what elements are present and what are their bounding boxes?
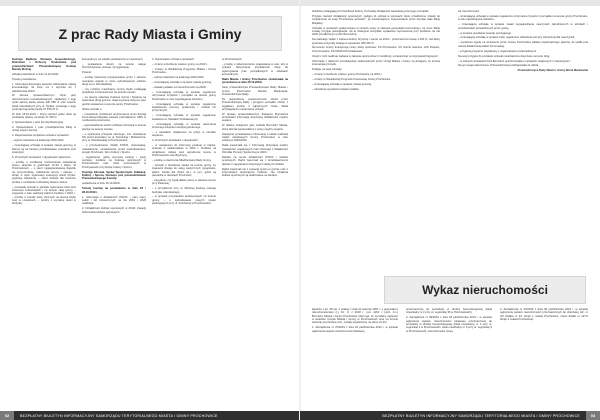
wykaz-column-1 [312, 308, 398, 404]
paragraph: Uchwały w sprawach podejmowane w ramach pracy w zakresie gospodarki komunalnej i na rzecz Rady zostały przyjęte jednogłośnie. Za to dostępnie wszystkie wydawane wyznaczenia przy budżecie na rok 2020 przedłożonym przez Burmistrza. [312, 26, 440, 37]
paragraph: – wnioski o określenie zasad na terenie gminy, by zapewnić dostęp do usług medycznych (pogotowie, lekarz, szkoła dla dzieci itp.), w tym, gdzie są pieniądze w okolicach Prochowic, [152, 163, 216, 177]
top-bar [300, 0, 600, 6]
paragraph: Po stwierdzeniu prawomocności obrad przez Przewodniczącą Rady i przyjęciu porządku obrad, z wyjątkiem punktu 4 zgłoszonych zmian, Rada przystąpiła do rozpatrzenia uchwał. [222, 97, 288, 111]
page-number: 03 [586, 411, 600, 420]
paragraph: – przyjęcia programu współpracy z organizacjami pozarządowymi. [458, 49, 537, 53]
paragraph: Rada zapoznała się z informacją dotyczącą analizy oświadczeń majątkowych oraz informacji z działalności Ośrodka Pomocy Społecznej w 2019 r. [222, 144, 288, 154]
paragraph: Wolne wnioski o: [82, 107, 103, 111]
top-bar [0, 0, 300, 6]
paragraph: 1. Informacja o działalności POKiS – plan pracy sekcji i list zamierzonych na rok 2019 i 2020 realizacja. [82, 195, 146, 206]
paragraph: od nieruchomości, [458, 10, 480, 13]
paragraph: – zmieniającej uchwałę w sprawie miasta gminnej, [152, 81, 212, 85]
paragraph: – zmieniającej uchwałę w sprawie zasad wynagradzania nauczycieli zatrudnionych w szkołach i przedszkolach prowadzonych przez gminę, [458, 23, 588, 30]
paragraph: – zmieniającej uchwałę w sprawie trybu regulaminu udzielania pomocy zdrowotnej dla nauczycieli, [458, 36, 575, 40]
paragraph: 1. Zarządzenie nr 70/2019 z dnia 18 października 2019 r. w sprawie ogłoszenia wykazu nieruchomości lokalowej [312, 326, 398, 333]
paragraph: Na sesji przyjęto do protokołu wnioski mieszkańców dotyczące remontu dróg, [458, 54, 551, 58]
paragraph: posiedzenie w dniu 16.10.2019r. [82, 182, 121, 186]
paragraph: – na terenie sołectwa Gaśnica Górna i Spalona są wykonane drogi gminne, skąd wymiana dróg ten pięć godzin ustawiona na terenie gminy Prochowice. [82, 96, 146, 106]
paragraph: – o przydatność przy ul. Różanej budowy nowego budynku mieszkalnego, [152, 187, 216, 194]
paragraph: – zapytanie, czy będą dalsze plany w zakresie terenu przy Parkowej, [152, 178, 216, 186]
paragraph: – stawek podatku od nieruchomości na 2020r., [152, 86, 208, 90]
page-title: Z prac Rady Miasta i Gminy [58, 25, 242, 42]
footer-text: BEZPŁATNY BIULETYN INFORMACYJNY SAMORZĄDU TERYTORIALNEGO MIASTA I GMINY PROCHOWICE [20, 413, 218, 418]
text-column-2 [458, 10, 588, 272]
paragraph: 4. W wolnych wnioskach i zapytaniach: [152, 139, 199, 143]
section-title: Wykaz nieruchomości [422, 283, 548, 297]
paragraph: 2. Sprawozdanie z prac Komisji Rewizyjnej. [12, 121, 64, 125]
wykaz-column-2 [406, 308, 492, 404]
text-column-3 [152, 58, 216, 396]
paragraph: Zgodnie z art. 35 ust. 1 ustawy z dnia 21 sierpnia 1997 r. o gospodarce nieruchomościami (t.j. Dz. U. z 2018 r., poz. 2204 z późn. zm.) Burmistrz Miasta i Gminy Prochowice informuje, że na tablicy ogłoszeń w siedzibie Urzędu Miasta i Gminy w Prochowicach oraz na stronie www.bip.prochowice.com, zostały wywieszone na okres 21 dni: [312, 308, 398, 325]
paragraph: Komisja Zdrowia, Spraw Społecznych, Edukacji, Kultury i Sportu, Rozwoju pod przewodnictwem Przewodniczącego Komisji [82, 170, 146, 181]
text-column-4 [222, 58, 288, 396]
paragraph: – zmieniającej uchwałę w sprawie regulaminu utrzymania czystości i porządku na terenie gminy Prochowice w celu zapobiegania szkodom, [152, 90, 216, 101]
paragraph: 2. Działalności klubów sportowych w 2019r. Zasady dobrowolne klubów sportowych. [82, 207, 146, 214]
title-box [18, 16, 282, 51]
paragraph: – wyboru ławników na kadencję 2020-2023, [152, 76, 205, 80]
paragraph: W dalszej kolejności głos zabrała Burmistrz Miasta, która złożyła sprawozdanie z pracy między sesjami. [222, 124, 288, 131]
paragraph: w Prochowicach, [222, 58, 243, 61]
paragraph: – zmiany w budżecie miasta i gminy na 2019 r., [152, 62, 209, 66]
paragraph: – w sprawie powołania zespołu opiniującego, [458, 31, 512, 35]
text-column-1 [12, 58, 76, 396]
paragraph: Na terenie Gminy funkcjonują cztery kluby sportowe: KS Prochowice, KS Górnik Gaśnica, LZS Dziewin, Orzeł Lisowice, KS KROKUS Kwiatkowice. [312, 46, 440, 53]
paragraph: Tematy posiedzenia: [12, 77, 37, 81]
paragraph: – prośbę o zabezpieczenie opakowania w celu, aby w sytuacji zatrzymania przydatności drogi do wykonywania prac porządkowych w obiektach komunalnych, [222, 62, 288, 76]
paragraph: – o przebudowanie działki POKiS, stanowiącej, uzasadnienie, uzasadnienie przed wybudowaniem, projekt Prochowic, Dom Kultury i Sportu, [82, 144, 146, 154]
paragraph: W okresie sprawozdawczym zbyto pięć nieruchomości niezabudowanych, najdłuższy z tego tytułu łączną kwotę kwota 240 580 zł oraz sześciu lokali mieszkalnych przy ul. Śmiłka, uzyskując z tego tytułu łączną kwotę kwotę 97 876,70 zł. [12, 94, 76, 111]
paragraph: 2. Zarządzenie nr 69/2019 z dnia 18 października 2019 r. w sprawie ogłoszenia wykazu nieruchomości lokalowej przeznaczonej do sprzedaży w drodze bezprzetargowej (lokal mieszkalny nr 3 przy ul. Legnickiej 4 w Prochowicach, lokal mieszkalny nr 3 przy ul. Legnickiej 3 w Prochowicach), nieruchomości rolnej. [406, 316, 492, 333]
paragraph: – prośbę o utworzenie Młodzieżowej Rady Gminy, [152, 158, 212, 162]
paragraph: – zmieniającej uchwałę w sprawie regulaminu świadczenia pomocy społecznej i uchwał ich przyznanych, [152, 102, 216, 113]
paragraph: – określenia wysokości stawek podatku. [312, 87, 360, 91]
footer [300, 411, 600, 420]
paragraph: Następnie przedstawiono informację o stanie realizacji zadań oświatowych Gminy Prochowice w roku szkolnym 2018/2019. [222, 132, 288, 143]
page-number: 02 [0, 411, 14, 420]
paragraph: – w nawiązaniu do informacji podanej w trakcie, wniosek o zaplanowanie w 2020 r. środków na urządzenie zabaw oraz ogrodzenie terenu w Prochowicach oraz Bystrzycy, [152, 144, 216, 158]
text-column-2 [82, 58, 146, 396]
paragraph: – prośbę o możliwość uruchomienia oświetlenia terenu skwerka w godzinach 10.00 z Dębu. W Prochowicach, – o ciecz zagwarantowanej dojazdu na oczyszczalnię, zaślubienie terenu i zakupu, – obręb w rejon wykonanej inwestycji wokół Rynku, poprawę zalesienia, – zwrot ścieżek dla rowerów, prośbę o możliwość rozbudowy skweru zieleni. [12, 160, 76, 184]
paragraph: 3. Zarządzenie nr 61/2019 z dnia 30 października 2019 r. w sprawie ogłoszenia wykazu nieruchomości przeznaczonych do dzierżawy (dz. nr 3/2 działka nr 3/1 obręb 1 miasta Prochowice, część działki nr 127/1 obręb 3 miasta Prochowice). [500, 308, 588, 322]
paragraph: – zmieniającej uchwałę w sprawie regulaminu świadczeń w Szkołach Podstawowych, [152, 114, 216, 121]
paragraph: – wyjaśnienie, gdzie wynoszą (sołtys) i tytuły wymiany środków na budowę sportowych w Prochowicach oraz robót remontowych w Prochowicach przy Dębie Kultury i Sportu. [82, 155, 146, 169]
paragraph: Rada Miasta i Gminy Prochowice obradowała na posiedzeniu w dniu 30.10.2019r. [222, 77, 288, 85]
paragraph: – rozważenie możliwości uruchomienia przez Zarząd Komunikacji Miejskiej Lisiewie pracodawcom SMS (z możliwością tworzenia), [82, 112, 146, 123]
paragraph: – prośbę zwrócenia przygotowanie przez z zakresu usunięcia usterek w nowo wybudowanym odcinku drogi na ul. Wrocławskiej. [82, 76, 146, 86]
paragraph: – czy możliwy mieszkańcy Gminy Dębu podlegają projektowi za konieczność na terenie Lisowic, [82, 87, 146, 95]
paragraph: Radni zapoznali się z sytuacją sportu w gminie oraz z informacjami dotyczącymi budżetu, zaś działania klubów sportowych są realizowane na bieżąco. [222, 167, 288, 178]
right-page [300, 0, 600, 420]
paragraph: Pytanie: [82, 71, 92, 75]
paragraph: Podjęte na sesji uchwały: [312, 67, 343, 71]
paragraph: – zmieniającej uchwałę w sprawie regulaminu utrzymania czystości i porządku na terenie gminy Prochowice, w celu zapobiegania szkodom, [458, 14, 588, 22]
paragraph: – zmiany w Wieloletniej Prognozie Miasta i Gminy Prochowice, [152, 67, 216, 75]
paragraph: – zmiany w budżecie miasta i gminy Prochowice na 2019 r., [312, 72, 383, 76]
paragraph: 4. Zaopiniowanie projektów uchwał w sprawach: [12, 134, 70, 138]
paragraph: Tematy komisji na posiedzeniu w dniu 23 i 28.10.2019 r. [82, 187, 146, 194]
paragraph: – zmieniającej uchwałę w sprawie miasta gminnej, [312, 82, 372, 86]
paragraph: Komisja Budżetu, Rozwoju Gospodarczego, Rolnictwa i Ochrony Środowiska pod przewodnictwem Przewodniczącej Komisji Renaty Woźnej [12, 58, 76, 72]
paragraph: odbyła posiedzenie w dniu 11.10.2019r. [12, 72, 60, 76]
paragraph: W dniu 15.10.2019 r. zbyto również jeden lokal na podstawie ustawy na kwotę 37 400 zł. [12, 112, 76, 120]
paragraph: – wyrażenia zgody na wniesienie przez Gminę Prochowice wkładu niepieniężnego (aportu) do spółki pod nazwą Zakład Gospodarki Komunalnej, [458, 41, 588, 48]
text-column-1 [312, 10, 440, 272]
paragraph: – w wolnych wnioskach Pani Burmistrz poinformowała o sprawach związanych z inwestycjami. [458, 59, 571, 63]
wykaz-column-3 [500, 308, 588, 404]
paragraph: Przewodnicząca Rady Miasta i Gminy Maria Maćkowiak [517, 69, 588, 73]
paragraph: – zmieniającej uchwałę w sprawie miasta gminnej, w którym są na bieżąco przedstawiane wniosków oraz inwestycji. [12, 144, 76, 154]
paragraph: – o wykonanie przejścia ulicznego, tzw. oświetlenie SN przed kościołem na ul. Kościelnej i Mickiewicza, przy ul. Wrocławskiej w Prochowicach, [82, 132, 146, 143]
paragraph: – wyprowadzenie wiórki ruchliwie informacji w terenie placów na terenie Lisowic, [82, 124, 146, 131]
paragraph: Debata na temat działalności POKiS i klubów sportowych. Radni zapoznali się z przedstawionymi planami i zapytaniami dotyczącymi dalszych działań. [222, 155, 288, 166]
paragraph: – o zasadach odpłatności za pobyt w ośrodku wsparcia. [152, 130, 216, 138]
paragraph: komunalnym na osiedlu powstańców w Lisowicach, [82, 58, 144, 61]
paragraph: – postawienie donicy na terenie całego Szczodrzykowa; pracuje i przygotowuje. [82, 62, 146, 70]
paragraph: Sesji przewodniczyła Przewodnicząca Rady Miasta i Gminy Prochowice Renata Maćkowiak-Przewodnicząca Rady. [222, 86, 288, 96]
paragraph: – zmiany w Wieloletniej Prognozie Finansowej Gminy Prochowice, [312, 77, 392, 81]
paragraph: Informacje z dalszych przedsięwzięć realizowanych przez Urząd Miasta i Gminy są dostępne na stronie internetowej Urzędu. [312, 59, 440, 67]
paragraph: Na tym sesja zakończona. Przewodnicząca podziękowała za udział. [458, 64, 539, 68]
paragraph: 3. Opiniowanie uchwał w sprawach: [152, 58, 195, 61]
paragraph: Na realizację zadań z zakresu kultury fizycznej i sportu na 2019 r. przeznaczono kwotę 1 000 zł, zaś kluby sportowe otrzymały dotację w wysokości 280 000 zł. [312, 38, 440, 45]
paragraph: 3. Sprawozdanie z prac przedsiębiorstw Rady w nowej edycji i komisji. [12, 126, 76, 133]
paragraph: – wyboru ławników na kadencję 2020-2023, [12, 139, 65, 143]
paragraph: Część z nich realizuje zadania w zakresie sportu dzieci i młodzieży, uczestnicząc w rozgrywkach ligowych. [312, 54, 439, 58]
section-title-box [384, 276, 586, 304]
paragraph: przeznaczonej do sprzedaży w drodze bezprzetargowej (lokal mieszkalny nr 2 przy ul. Legnickiej 35 w Prochowicach), [406, 308, 492, 315]
paragraph: W okresie sprawozdawczym Zastępca Burmistrza przedstawił informację dotyczącą działalności między sesjami. [222, 112, 288, 123]
paragraph: – w sprawie przystanków autobusowych na terenie gminy, – o wybudowanie nowych miejsc parkingowych przy ul. Kościelnej w Prochowicach. [152, 195, 216, 206]
paragraph: – zmieniającej uchwałę w sprawie utworzenia Gminnego Zespołu Interdyscyplinarnego, [152, 122, 216, 129]
paragraph: – pozostałe wnioski w sprawie wykonania robót oraz inwestycji Lubinowskich i na terenie całej gminy, – zapytanie o stan realizacji założeń budżetu z 2019 r., – prośba o montaż lamp ulicznych na terenie Dębu oraz w Lisowicach, – prośby o wymianę okien w budynku. [12, 185, 76, 206]
paragraph: 5. W wolnych wnioskach i zapytaniach zgłoszono: [12, 155, 72, 159]
footer [0, 411, 300, 420]
paragraph: 1. Informacja dotycząca sposobu odśnieżania miasta komunalnego na zimę od 1 stycznia do 7 października 2019 r. [12, 82, 76, 93]
paragraph: obiektów podlegających Ośrodkowi Kultury. Pozostały działalność zawodową przez jego porządek. [312, 10, 430, 13]
footer-text: BEZPŁATNY BIULETYN INFORMACYJNY SAMORZĄDU TERYTORIALNEGO MIASTA I GMINY PROCHOWICE [382, 413, 580, 418]
paragraph: Przyjęto również działalność sportowych, podjęto 11 uchwał w sprawach, które przedłożone zostały do rozpatrzenia na sesji "Prochowice wrzesień", po wcześniejszym zaopiniowaniu przez komisje stałe Rady Miejskiej. [312, 14, 440, 25]
